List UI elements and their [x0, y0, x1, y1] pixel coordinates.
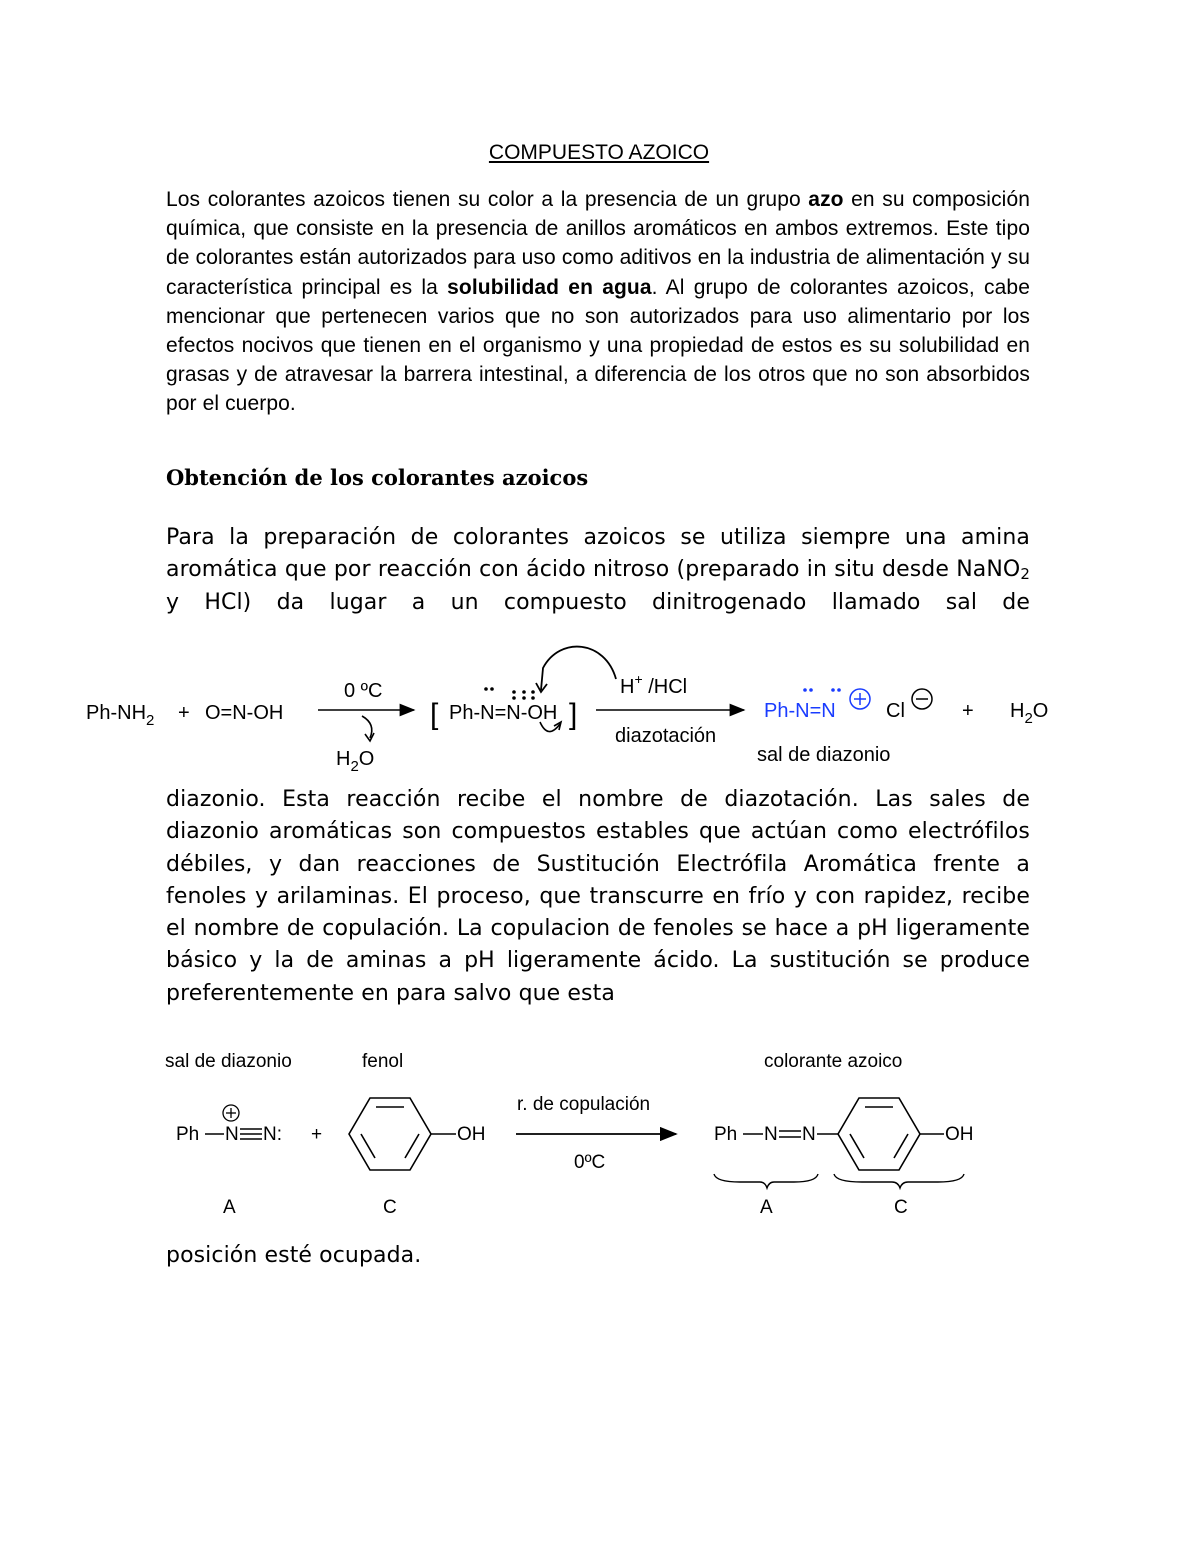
- product-nitrogen-2: N: [802, 1124, 816, 1145]
- plus-sign-3: +: [311, 1124, 323, 1145]
- label-diazotation: diazotación: [615, 725, 717, 747]
- intro-text-3: . Al grupo de colorantes azoicos, cabe mencionar que pertenecen varios que no son autorizados para uso alimentario por los efectos nocivos que tienen en el organismo y una propiedad de estos es su solubilidad en grasas y de atravesar la barrera intestinal, a diferencia de los otros que no son absorbidos por el cuerpo.: [166, 275, 1030, 416]
- salt-nitrogen-1: N: [225, 1124, 239, 1145]
- label-diazonium-salt: sal de diazonio: [757, 744, 891, 766]
- product-nitrogen-1: N: [764, 1124, 778, 1145]
- intro-text-2: en su composición química, que consiste en la presencia de anillos aromáticos en ambos extremos. Este tipo de colorantes están autorizados para uso como aditivos en la industria de alimentación y su característica principal es la: [166, 188, 1030, 299]
- plus-sign-1: +: [178, 702, 190, 724]
- intro-text-1: Los colorantes azoicos tienen su color a la presencia de un grupo: [166, 188, 809, 211]
- section-heading: Obtención de los colorantes azoicos: [166, 465, 589, 490]
- counterion-chloride: Cl: [886, 700, 905, 722]
- curved-arrow-protonation: [541, 647, 616, 690]
- letter-a-product: A: [760, 1197, 773, 1218]
- product-hydroxyl: OH: [945, 1124, 974, 1145]
- phenol-hydroxyl: OH: [457, 1124, 486, 1145]
- intro-paragraph: [166, 185, 1030, 419]
- intro-bold-solubilidad: solubilidad en agua: [447, 275, 652, 299]
- salt-charge-icon: [223, 1105, 239, 1121]
- letter-c: C: [383, 1197, 397, 1218]
- product-diazonium: Ph-N=N: [764, 700, 836, 722]
- brace-c: [834, 1174, 964, 1188]
- letter-a: A: [223, 1197, 236, 1218]
- water-release-arrow: [362, 716, 372, 738]
- para2-text-1: Para la preparación de colorantes azoicos se utiliza siempre una amina aromática que por reacción con ácido nitroso (preparado in situ desde NaNO: [166, 525, 1030, 583]
- paragraph-diazonium: diazonio. Esta reacción recibe el nombre de diazotación. Las sales de diazonio aromáticas son compuestos estables que actúan como electrófilos débiles, y dan reacciones de Sustitución Electrófila Aromática frente a fenoles y arilaminas. El proceso, que transcurre en frío y con rapidez, recibe el nombre de copulación. La copulacion de fenoles se hace a pH ligeramente básico y la de aminas a pH ligeramente ácido. La sustitución se produce preferentemente en para salvo que esta: [166, 787, 1030, 1006]
- reactant-nitrous-acid: O=N-OH: [205, 702, 284, 724]
- reactant-aniline: $Ph-NH_2$: [86, 702, 155, 729]
- paragraph-preparation: [166, 522, 1030, 619]
- para2-subscript: 2: [1020, 565, 1030, 584]
- positive-charge-icon: [850, 689, 870, 709]
- label-azo-dye: colorante azoico: [764, 1051, 903, 1072]
- salt-phenyl: Ph: [176, 1124, 200, 1145]
- product-lone-pairs: [803, 688, 841, 692]
- water-release-arrowhead: [365, 733, 374, 741]
- curved-arrow-loss: [540, 722, 560, 732]
- letter-c-product: C: [894, 1197, 908, 1218]
- lone-pair-dots: [484, 687, 535, 700]
- bracket-open: [: [430, 698, 439, 731]
- plus-sign-2: +: [962, 700, 974, 722]
- product-ring-icon: [838, 1098, 944, 1170]
- curved-arrow-protonation-head: [536, 683, 547, 692]
- brace-a: [714, 1174, 818, 1188]
- intro-bold-azo: azo: [808, 188, 844, 211]
- intermediate-diazohydroxide: Ph-N=N-OH: [449, 702, 558, 724]
- page-title: COMPUESTO AZOICO: [488, 141, 710, 164]
- label-coupling: r. de copulación: [517, 1094, 651, 1115]
- product-phenyl: Ph: [714, 1124, 738, 1145]
- reagent-acid: H+ /HCl: [620, 671, 688, 698]
- byproduct-water: $H_2O$: [336, 748, 375, 775]
- salt-nitrogen-2: N:: [263, 1124, 282, 1145]
- curved-arrow-loss-head: [554, 722, 561, 730]
- diazotation-scheme: [86, 647, 1048, 775]
- phenol-ring-icon: [349, 1098, 456, 1170]
- bracket-close: ]: [569, 698, 578, 731]
- label-phenol: fenol: [362, 1051, 404, 1072]
- para2-text-2: y HCl) da lugar a un compuesto dinitrogenado llamado sal de: [166, 589, 1030, 615]
- negative-charge-icon: [912, 689, 932, 709]
- paragraph-position: posición esté ocupada.: [166, 1243, 422, 1268]
- label-coupling-temp: 0ºC: [574, 1152, 606, 1173]
- product-water: $H_2O$: [1010, 700, 1049, 727]
- label-salt: sal de diazonio: [165, 1051, 292, 1072]
- condition-temperature: 0 ºC: [344, 680, 383, 702]
- coupling-scheme: [165, 1051, 974, 1218]
